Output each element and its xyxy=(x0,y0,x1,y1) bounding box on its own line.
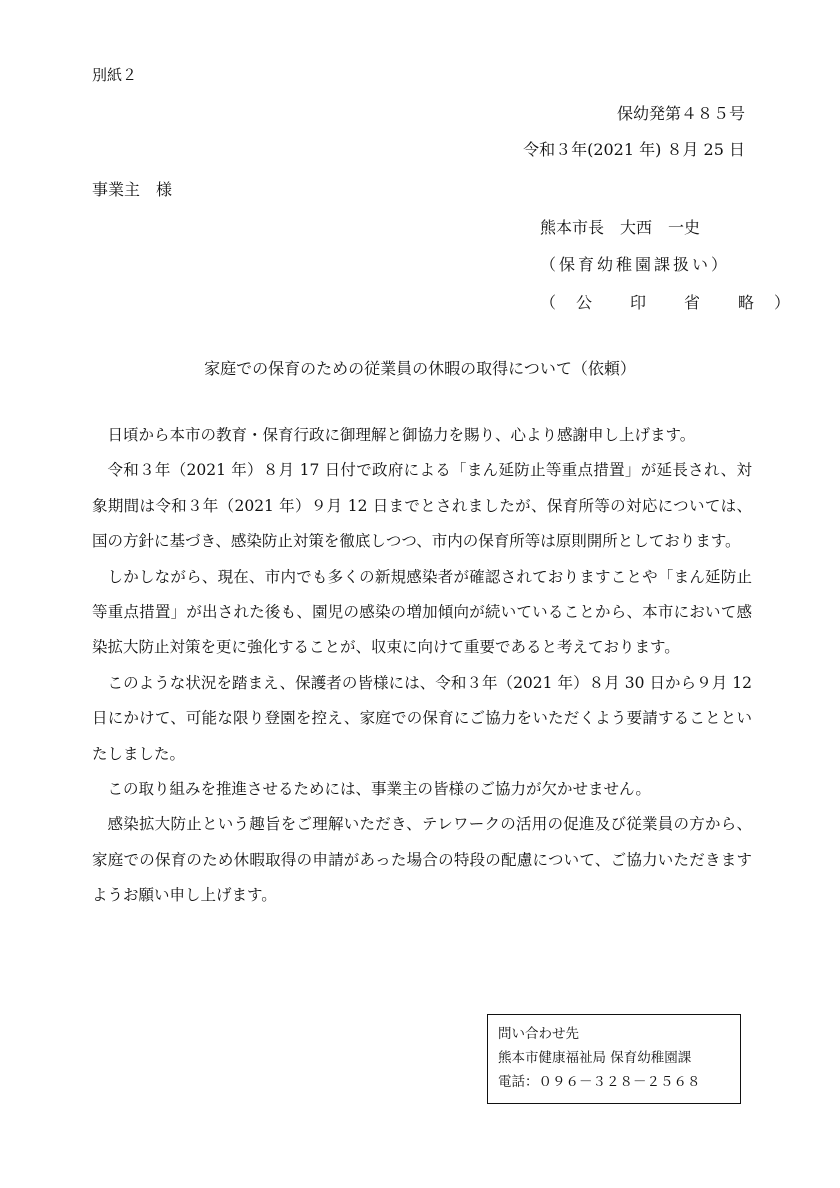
attachment-label: 別紙２ xyxy=(92,66,138,84)
sender-department: （保育幼稚園課扱い） xyxy=(540,255,731,274)
sender-name: 熊本市長 大西 一史 xyxy=(540,218,701,237)
seal-omitted-note: （ 公 印 省 略 ） xyxy=(540,293,793,312)
contact-heading: 問い合わせ先 xyxy=(498,1026,579,1042)
recipient: 事業主 様 xyxy=(92,180,173,199)
paragraph: このような状況を踏まえ、保護者の皆様には、令和３年（2021 年）８月 30 日から９月 12 日にかけて、可能な限り登園を控え、家庭での保育にご協力をいただくよう要請することといたしました。 xyxy=(92,673,752,763)
paragraph: 令和３年（2021 年）８月 17 日付で政府による「まん延防止等重点措置」が延長され、対象期間は令和３年（2021 年）９月 12 日までとされましたが、保育所等の対応については、国の方針に基づき、感染防止対策を徹底しつつ、市内の保育所等は原則開所としております。 xyxy=(92,461,752,551)
paragraph: この取り組みを推進させるためには、事業主の皆様のご協力が欠かせません。 xyxy=(107,780,651,799)
document-number: 保幼発第４８５号 xyxy=(616,104,745,123)
document-date: 令和３年(2021 年) ８月 25 日 xyxy=(523,140,745,159)
paragraph: しかしながら、現在、市内でも多くの新規感染者が確認されておりますことや「まん延防止等重点措置」が出された後も、園児の感染の増加傾向が続いていることから、本市において感染拡大防止対策を更に強化することが、収束に向けて重要であると考えております。 xyxy=(92,567,752,657)
body-text xyxy=(92,418,752,914)
contact-phone: 電話：０９６－３２８－２５６８ xyxy=(498,1074,701,1090)
contact-box xyxy=(487,1014,741,1104)
document-title: 家庭での保育のための従業員の休暇の取得について（依頼） xyxy=(204,359,636,378)
paragraph: 日頃から本市の教育・保育行政に御理解と御協力を賜り、心より感謝申し上げます。 xyxy=(107,426,696,444)
contact-department: 熊本市健康福祉局 保育幼稚園課 xyxy=(498,1050,692,1066)
paragraph: 感染拡大防止という趣旨をご理解いただき、テレワークの活用の促進及び従業員の方から、家庭での保育のため休暇取得の申請があった場合の特段の配慮について、ご協力いただきますようお願い申し上げます。 xyxy=(92,815,752,905)
